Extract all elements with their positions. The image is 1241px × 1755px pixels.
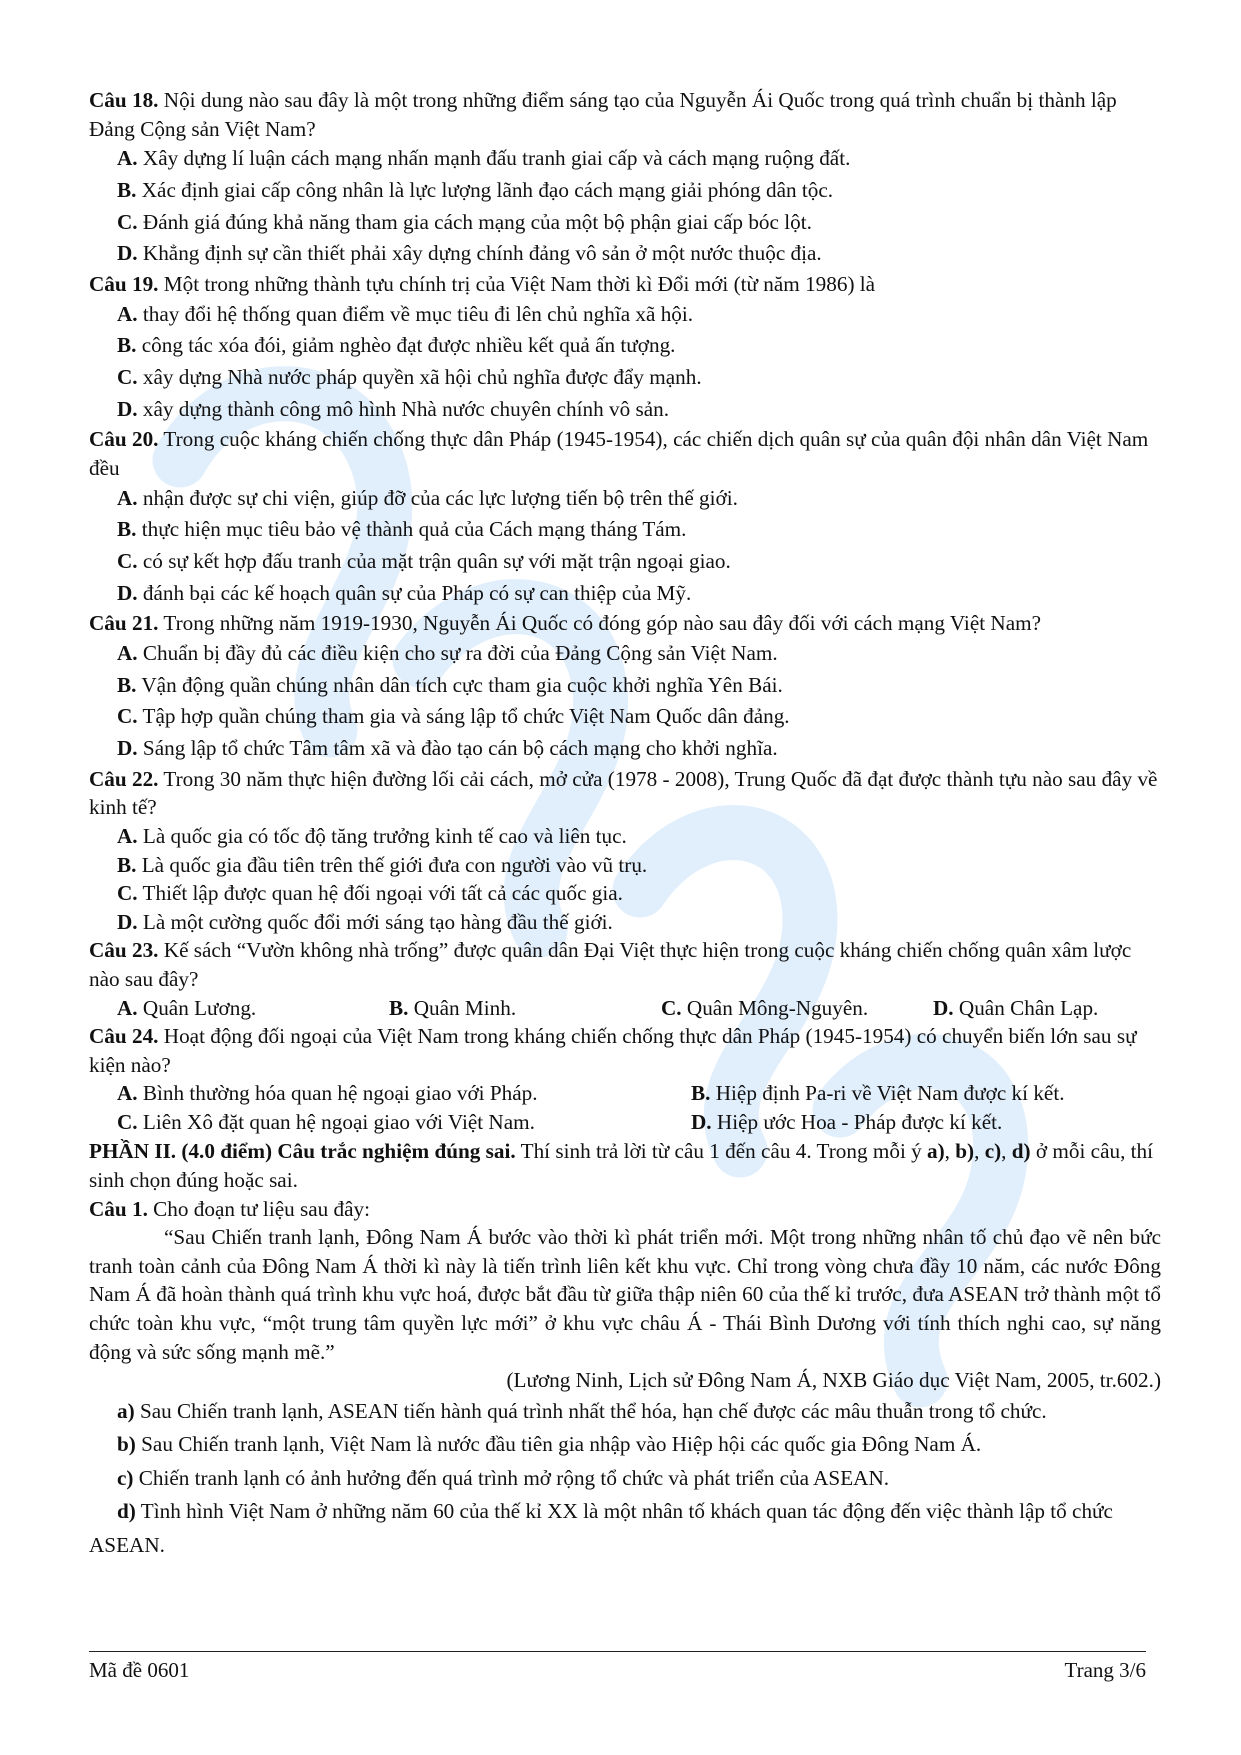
question-number: Câu 18.: [89, 88, 159, 112]
statement-text: Sau Chiến tranh lạnh, ASEAN tiến hành quá trình nhất thể hóa, hạn chế được các mâu thuẫn trong tổ chức.: [139, 1398, 1047, 1423]
statement-text: Chiến tranh lạnh có ảnh hưởng đến quá trình mở rộng tổ chức và phát triển của ASEAN.: [138, 1465, 890, 1490]
option-text: xây dựng thành công mô hình Nhà nước chuyên chính vô sản.: [142, 396, 669, 421]
question-23: [89, 936, 1161, 993]
separator: ,: [974, 1139, 985, 1164]
option-letter: D.: [117, 580, 138, 605]
option-text: Tập hợp quần chúng tham gia và sáng lập tổ chức Việt Nam Quốc dân đảng.: [142, 704, 790, 729]
option-letter: C.: [117, 881, 138, 906]
question-number: Câu 23.: [89, 938, 159, 963]
option-19-b[interactable]: [117, 330, 1161, 362]
option-text: Xác định giai cấp công nhân là lực lượng lãnh đạo cách mạng giải phóng dân tộc.: [141, 177, 834, 202]
option-24-d[interactable]: [691, 1108, 1002, 1137]
option-text: Quân Minh.: [413, 995, 517, 1020]
option-20-a[interactable]: [117, 483, 1161, 515]
statement-d[interactable]: [89, 1495, 1161, 1562]
option-letter: D.: [933, 995, 954, 1020]
option-letter: A.: [117, 641, 138, 665]
separator: ,: [944, 1139, 956, 1164]
option-20-d[interactable]: [117, 578, 1161, 610]
option-text: công tác xóa đói, giảm nghèo đạt được nhiều kết quả ấn tượng.: [141, 333, 676, 358]
question-text: Một trong những thành tựu chính trị của Việt Nam thời kì Đổi mới (từ năm 1986) là: [163, 272, 876, 296]
exam-page: [89, 86, 1161, 1562]
option-22-c[interactable]: [117, 879, 1161, 908]
option-letter: B.: [117, 177, 137, 202]
part-2-title: PHẦN II. (4.0 điểm) Câu trắc nghiệm đúng sai.: [89, 1139, 516, 1164]
option-20-c[interactable]: [117, 546, 1161, 578]
exam-code: Mã đề 0601: [89, 1658, 190, 1682]
option-20-b[interactable]: [117, 514, 1161, 546]
item-d-label: d): [1011, 1139, 1031, 1164]
option-letter: A.: [117, 995, 138, 1020]
option-24-c[interactable]: [117, 1108, 691, 1137]
question-text: Kế sách “Vườn không nhà trống” được quân dân Đại Việt thực hiện trong cuộc kháng chiến chống quân xâm lược nào sau đây?: [89, 938, 1132, 991]
option-text: Là một cường quốc đổi mới sáng tạo hàng đầu thế giới.: [142, 909, 613, 934]
option-23-b[interactable]: [389, 994, 661, 1023]
option-text: Hiệp ước Hoa - Pháp được kí kết.: [716, 1110, 1003, 1135]
option-letter: A.: [117, 824, 138, 848]
statement-a[interactable]: [89, 1395, 1161, 1429]
option-text: Là quốc gia đầu tiên trên thế giới đưa con người vào vũ trụ.: [141, 852, 648, 877]
option-21-c[interactable]: [117, 701, 1161, 733]
question-text: Hoạt động đối ngoại của Việt Nam trong kháng chiến chống thực dân Pháp (1945-1954) có chuyển biến lớn sau sự kiện nào?: [89, 1024, 1137, 1077]
option-text: Sáng lập tổ chức Tâm tâm xã và đào tạo cán bộ cách mạng cho khởi nghĩa.: [142, 736, 778, 761]
question-number: Câu 1.: [89, 1196, 148, 1221]
option-text: Là quốc gia có tốc độ tăng trưởng kinh tế cao và liên tục.: [142, 824, 627, 848]
statement-letter: a): [117, 1398, 135, 1423]
item-b-label: b): [955, 1139, 975, 1164]
option-19-c[interactable]: [117, 362, 1161, 394]
option-text: xây dựng Nhà nước pháp quyền xã hội chủ nghĩa được đẩy mạnh.: [142, 365, 702, 389]
option-21-b[interactable]: [117, 670, 1161, 702]
question-number: Câu 22.: [89, 766, 159, 791]
option-text: nhận được sự chi viện, giúp đỡ của các lực lượng tiến bộ trên thế giới.: [142, 485, 738, 510]
option-22-a[interactable]: [117, 822, 1161, 851]
option-letter: C.: [117, 209, 138, 234]
page-footer: [89, 1651, 1146, 1683]
part-2-instruction-end: ở mỗi câu, thí sinh chọn đúng hoặc sai.: [89, 1139, 1154, 1192]
option-letter: D.: [117, 396, 138, 421]
part-2-instruction: Thí sinh trả lời từ câu 1 đến câu 4. Trong mỗi ý: [515, 1139, 928, 1164]
option-text: Liên Xô đặt quan hệ ngoại giao với Việt Nam.: [142, 1110, 535, 1135]
statement-letter: d): [117, 1499, 136, 1524]
question-number: Câu 24.: [89, 1024, 159, 1049]
option-text: Quân Mông-Nguyên.: [686, 995, 869, 1020]
option-letter: D.: [117, 241, 138, 266]
question-24: [89, 1022, 1161, 1079]
option-21-a[interactable]: [117, 638, 1161, 670]
item-a-label: a): [927, 1139, 945, 1164]
question-number: Câu 21.: [89, 611, 159, 636]
statement-text: Sau Chiến tranh lạnh, Việt Nam là nước đầu tiên gia nhập vào Hiệp hội các quốc gia Đông Nam Á.: [141, 1432, 982, 1457]
question-number: Câu 20.: [89, 427, 159, 452]
item-c-label: c): [984, 1139, 1002, 1164]
option-18-c[interactable]: [117, 207, 1161, 239]
option-18-d[interactable]: [117, 238, 1161, 270]
option-21-d[interactable]: [117, 733, 1161, 765]
option-letter: D.: [117, 909, 138, 934]
option-23-a[interactable]: [117, 994, 389, 1023]
option-18-b[interactable]: [117, 175, 1161, 207]
option-text: đánh bại các kế hoạch quân sự của Pháp có sự can thiệp của Mỹ.: [142, 580, 692, 605]
question-text: Cho đoạn tư liệu sau đây:: [153, 1196, 371, 1221]
question-number: Câu 19.: [89, 272, 159, 296]
question-text: Trong những năm 1919-1930, Nguyễn Ái Quốc có đóng góp nào sau đây đối với cách mạng Việt Nam?: [163, 611, 1041, 636]
question-20: [89, 425, 1161, 482]
statement-b[interactable]: [89, 1428, 1161, 1462]
option-letter: D.: [691, 1110, 712, 1135]
option-letter: B.: [117, 517, 137, 542]
option-letter: A.: [117, 485, 138, 510]
part-2-heading: [89, 1137, 1161, 1194]
option-letter: B.: [117, 672, 137, 697]
statement-letter: c): [117, 1465, 134, 1490]
option-19-a[interactable]: [117, 299, 1161, 331]
option-letter: A.: [117, 1081, 138, 1106]
option-letter: A.: [117, 301, 138, 326]
option-letter: A.: [117, 146, 138, 171]
question-21: [89, 609, 1161, 638]
option-text: Vận động quần chúng nhân dân tích cực tham gia cuộc khởi nghĩa Yên Bái.: [141, 672, 783, 697]
question-1: [89, 1195, 1161, 1224]
option-text: Khẳng định sự cần thiết phải xây dựng chính đảng vô sản ở một nước thuộc địa.: [142, 241, 822, 266]
option-text: Quân Chân Lạp.: [958, 995, 1099, 1020]
source-quote: “Sau Chiến tranh lạnh, Đông Nam Á bước vào thời kì phát triển mới. Một trong những nhân tố chủ đạo vẽ nên bức tranh toàn cảnh của Đông Nam Á thời kì này là tiến trình liên kết khu vực. Chỉ trong vòng chưa đầy 10 năm, các nước Đông Nam Á đã hoàn thành quá trình khu vực hoá, được bắt đầu từ giữa thập niên 60 của thế kỉ trước, đưa ASEAN trở thành một tổ chức toàn khu vực, “một trung tâm quyền lực mới” ở khu vực châu Á - Thái Bình Dương với tính thích nghi cao, sự năng động và sức sống mạnh mẽ.”: [89, 1225, 1161, 1364]
option-letter: B.: [117, 333, 137, 358]
option-text: thực hiện mục tiêu bảo vệ thành quả của Cách mạng tháng Tám.: [141, 517, 687, 542]
page-number: Trang 3/6: [1064, 1658, 1146, 1682]
option-18-a[interactable]: [117, 143, 1161, 175]
option-text: Bình thường hóa quan hệ ngoại giao với Pháp.: [142, 1081, 538, 1106]
options-row-23: [117, 994, 1161, 1023]
question-text: Nội dung nào sau đây là một trong những điểm sáng tạo của Nguyễn Ái Quốc trong quá trình chuẩn bị thành lập Đảng Cộng sản Việt Nam?: [89, 88, 1117, 141]
option-19-d[interactable]: [117, 394, 1161, 426]
option-letter: C.: [117, 365, 138, 389]
option-text: Chuẩn bị đầy đủ các điều kiện cho sự ra đời của Đảng Cộng sản Việt Nam.: [142, 641, 778, 665]
option-text: có sự kết hợp đấu tranh của mặt trận quân sự với mặt trận ngoại giao.: [142, 549, 731, 573]
statement-c[interactable]: [89, 1462, 1161, 1496]
option-text: Xây dựng lí luận cách mạng nhấn mạnh đấu tranh giai cấp và cách mạng ruộng đất.: [142, 146, 851, 171]
question-text: Trong 30 năm thực hiện đường lối cải cách, mở cửa (1978 - 2008), Trung Quốc đã đạt được thành tựu nào sau đây về kinh tế?: [89, 766, 1158, 820]
option-text: Thiết lập được quan hệ đối ngoại với tất cả các quốc gia.: [142, 881, 623, 906]
option-text: Hiệp định Pa-ri về Việt Nam được kí kết.: [715, 1081, 1065, 1106]
option-24-a[interactable]: [117, 1079, 691, 1108]
options-row-24-1: [117, 1079, 1161, 1108]
question-text: Trong cuộc kháng chiến chống thực dân Pháp (1945-1954), các chiến dịch quân sự của quân đội nhân dân Việt Nam đều: [89, 427, 1149, 480]
option-22-b[interactable]: [117, 851, 1161, 880]
quote-citation: (Lương Ninh, Lịch sử Đông Nam Á, NXB Giáo dục Việt Nam, 2005, tr.602.): [506, 1368, 1161, 1393]
option-22-d[interactable]: [117, 908, 1161, 937]
option-letter: C.: [117, 549, 138, 573]
option-letter: B.: [691, 1081, 711, 1106]
statement-letter: b): [117, 1432, 136, 1457]
option-letter: C.: [117, 704, 138, 729]
separator: ,: [1001, 1139, 1012, 1164]
option-text: Đánh giá đúng khả năng tham gia cách mạng của một bộ phận giai cấp bóc lột.: [142, 209, 812, 234]
question-18: [89, 86, 1161, 143]
option-text: Quân Lương.: [142, 995, 257, 1020]
option-23-c[interactable]: [661, 994, 933, 1023]
option-letter: C.: [661, 995, 682, 1020]
option-letter: B.: [389, 995, 409, 1020]
option-letter: D.: [117, 736, 138, 761]
option-23-d[interactable]: [933, 994, 1098, 1023]
option-letter: B.: [117, 852, 137, 877]
question-22: [89, 765, 1161, 822]
statement-text: Tình hình Việt Nam ở những năm 60 của thế kỉ XX là một nhân tố khách quan tác động đến việc thành lập tổ chức ASEAN.: [89, 1499, 1113, 1557]
option-letter: C.: [117, 1110, 138, 1135]
option-24-b[interactable]: [691, 1079, 1065, 1108]
options-row-24-2: [117, 1108, 1161, 1137]
option-text: thay đổi hệ thống quan điểm về mục tiêu đi lên chủ nghĩa xã hội.: [142, 301, 694, 326]
question-19: [89, 270, 1161, 299]
